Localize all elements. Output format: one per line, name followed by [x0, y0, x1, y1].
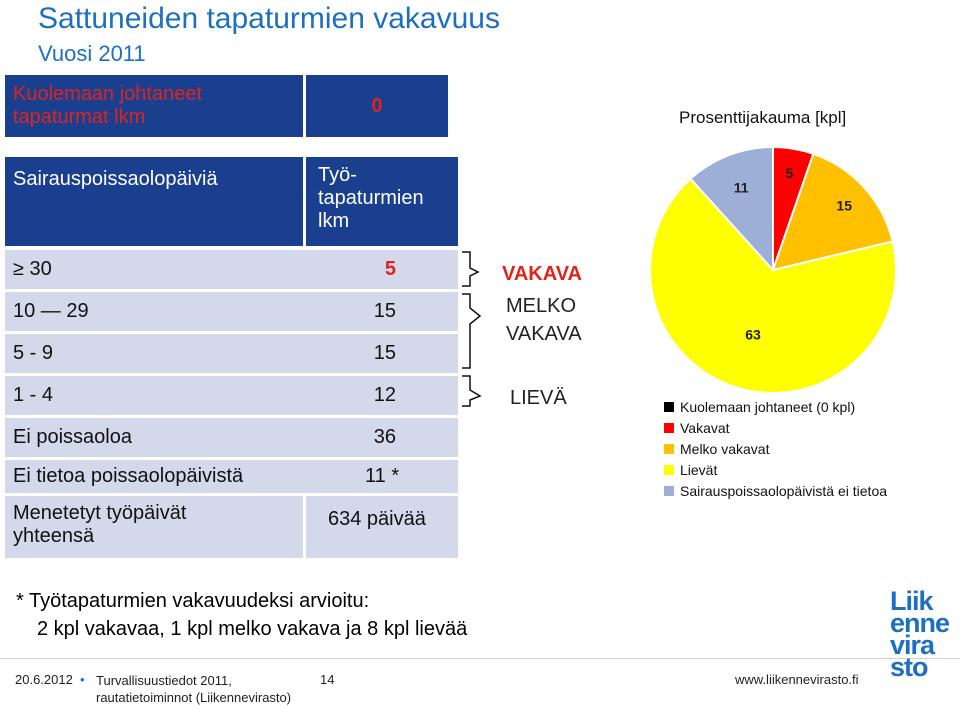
footer-date: 20.6.2012 [15, 672, 73, 687]
bracket-medium [462, 294, 480, 368]
row-label-line2: yhteensä [13, 525, 95, 547]
page-subtitle: Vuosi 2011 [38, 41, 146, 66]
table-row [5, 496, 303, 558]
footer-source-line1: Turvallisuustiedot 2011, [96, 673, 232, 688]
bracket-light [462, 376, 480, 406]
row-label [13, 502, 186, 548]
pie-chart [630, 140, 950, 520]
severity-medium-line1: MELKO [506, 295, 577, 317]
legend-label: Vakavat [680, 420, 730, 436]
row-value: 12 [373, 384, 396, 406]
page-number: 14 [320, 672, 335, 687]
fatal-label-line2: tapaturmat lkm [13, 106, 146, 128]
legend-swatch [664, 402, 674, 412]
legend-label: Kuolemaan johtaneet (0 kpl) [680, 399, 856, 415]
row-label-line1: Menetetyt työpäivät [13, 502, 187, 524]
row-value: 15 [373, 300, 396, 322]
legend-label: Melko vakavat [680, 441, 770, 457]
website-link[interactable]: www.liikennevirasto.fi [735, 672, 859, 687]
liikennevirasto-logo [890, 586, 950, 682]
severity-brackets [458, 248, 608, 408]
col-header-line1: Työ- [318, 164, 357, 186]
row-value: 5 [384, 258, 396, 280]
legend-swatch [664, 444, 674, 454]
table-row [5, 460, 458, 493]
greater-equal-icon: ≥ [13, 258, 30, 280]
logo-line4: sto [890, 652, 928, 682]
page-title: Sattuneiden tapaturmien vakavuus [38, 2, 500, 35]
col-header-line2: tapaturmien [318, 187, 424, 209]
table-row [5, 376, 458, 415]
footer-source [96, 672, 291, 706]
logo-line3: vira [890, 630, 935, 660]
row-label: Ei tietoa poissaolopäivistä [13, 465, 244, 487]
severity-medium-line2: VAKAVA [506, 323, 582, 345]
legend-label: Sairauspoissaolopäivistä ei tietoa [680, 483, 888, 499]
row-label: 5 - 9 [13, 342, 54, 364]
row-label: Ei poissaoloa [13, 426, 132, 448]
col-accident-count-header [318, 164, 424, 233]
table-row [5, 334, 458, 373]
logo-line1: Liik [890, 586, 933, 616]
chart-title: Prosenttijakauma [kpl] [679, 108, 847, 127]
severity-light: LIEVÄ [510, 387, 567, 408]
legend-swatch [664, 423, 674, 433]
row-value: 11 * [365, 465, 400, 487]
table-cell [306, 496, 458, 558]
footer-source-line2: rautatietoiminnot (Liikennevirasto) [96, 690, 292, 705]
row-label: 1 - 4 [13, 384, 54, 406]
table-row [5, 250, 458, 289]
pie-data-label: 5 [785, 165, 794, 181]
logo-line2: enne [890, 608, 950, 638]
row-value: 634 päivää [328, 508, 426, 530]
footer-divider [0, 658, 960, 659]
fatal-value: 0 [371, 95, 383, 117]
col-absence-days-header: Sairauspoissaolopäiviä [13, 168, 218, 190]
row-value: 15 [373, 342, 396, 364]
legend-label: Lievät [680, 462, 718, 478]
pie-data-label: 11 [733, 179, 749, 196]
bullet-icon: • [80, 672, 85, 687]
row-label: ≥ 30 [13, 258, 52, 280]
table-row [5, 292, 458, 331]
col-header-line3: lkm [318, 210, 350, 232]
legend-swatch [664, 486, 674, 496]
legend-swatch [664, 465, 674, 475]
pie-data-label: 63 [745, 326, 761, 343]
row-label: 10 — 29 [13, 300, 89, 322]
fatal-label [13, 83, 202, 129]
footnote-line2: 2 kpl vakavaa, 1 kpl melko vakava ja 8 kpl lievää [37, 618, 468, 640]
pie-legend [664, 399, 887, 499]
footnote-line1: * Työtapaturmien vakavuudeksi arvioitu: [16, 590, 370, 612]
pie-data-label: 15 [836, 197, 852, 214]
row-value: 36 [373, 426, 396, 448]
severity-severe: VAKAVA [502, 263, 582, 285]
table-row [5, 418, 458, 457]
fatal-label-line1: Kuolemaan johtaneet [13, 83, 203, 105]
pie-slices [650, 147, 896, 393]
bracket-severe [462, 252, 478, 286]
